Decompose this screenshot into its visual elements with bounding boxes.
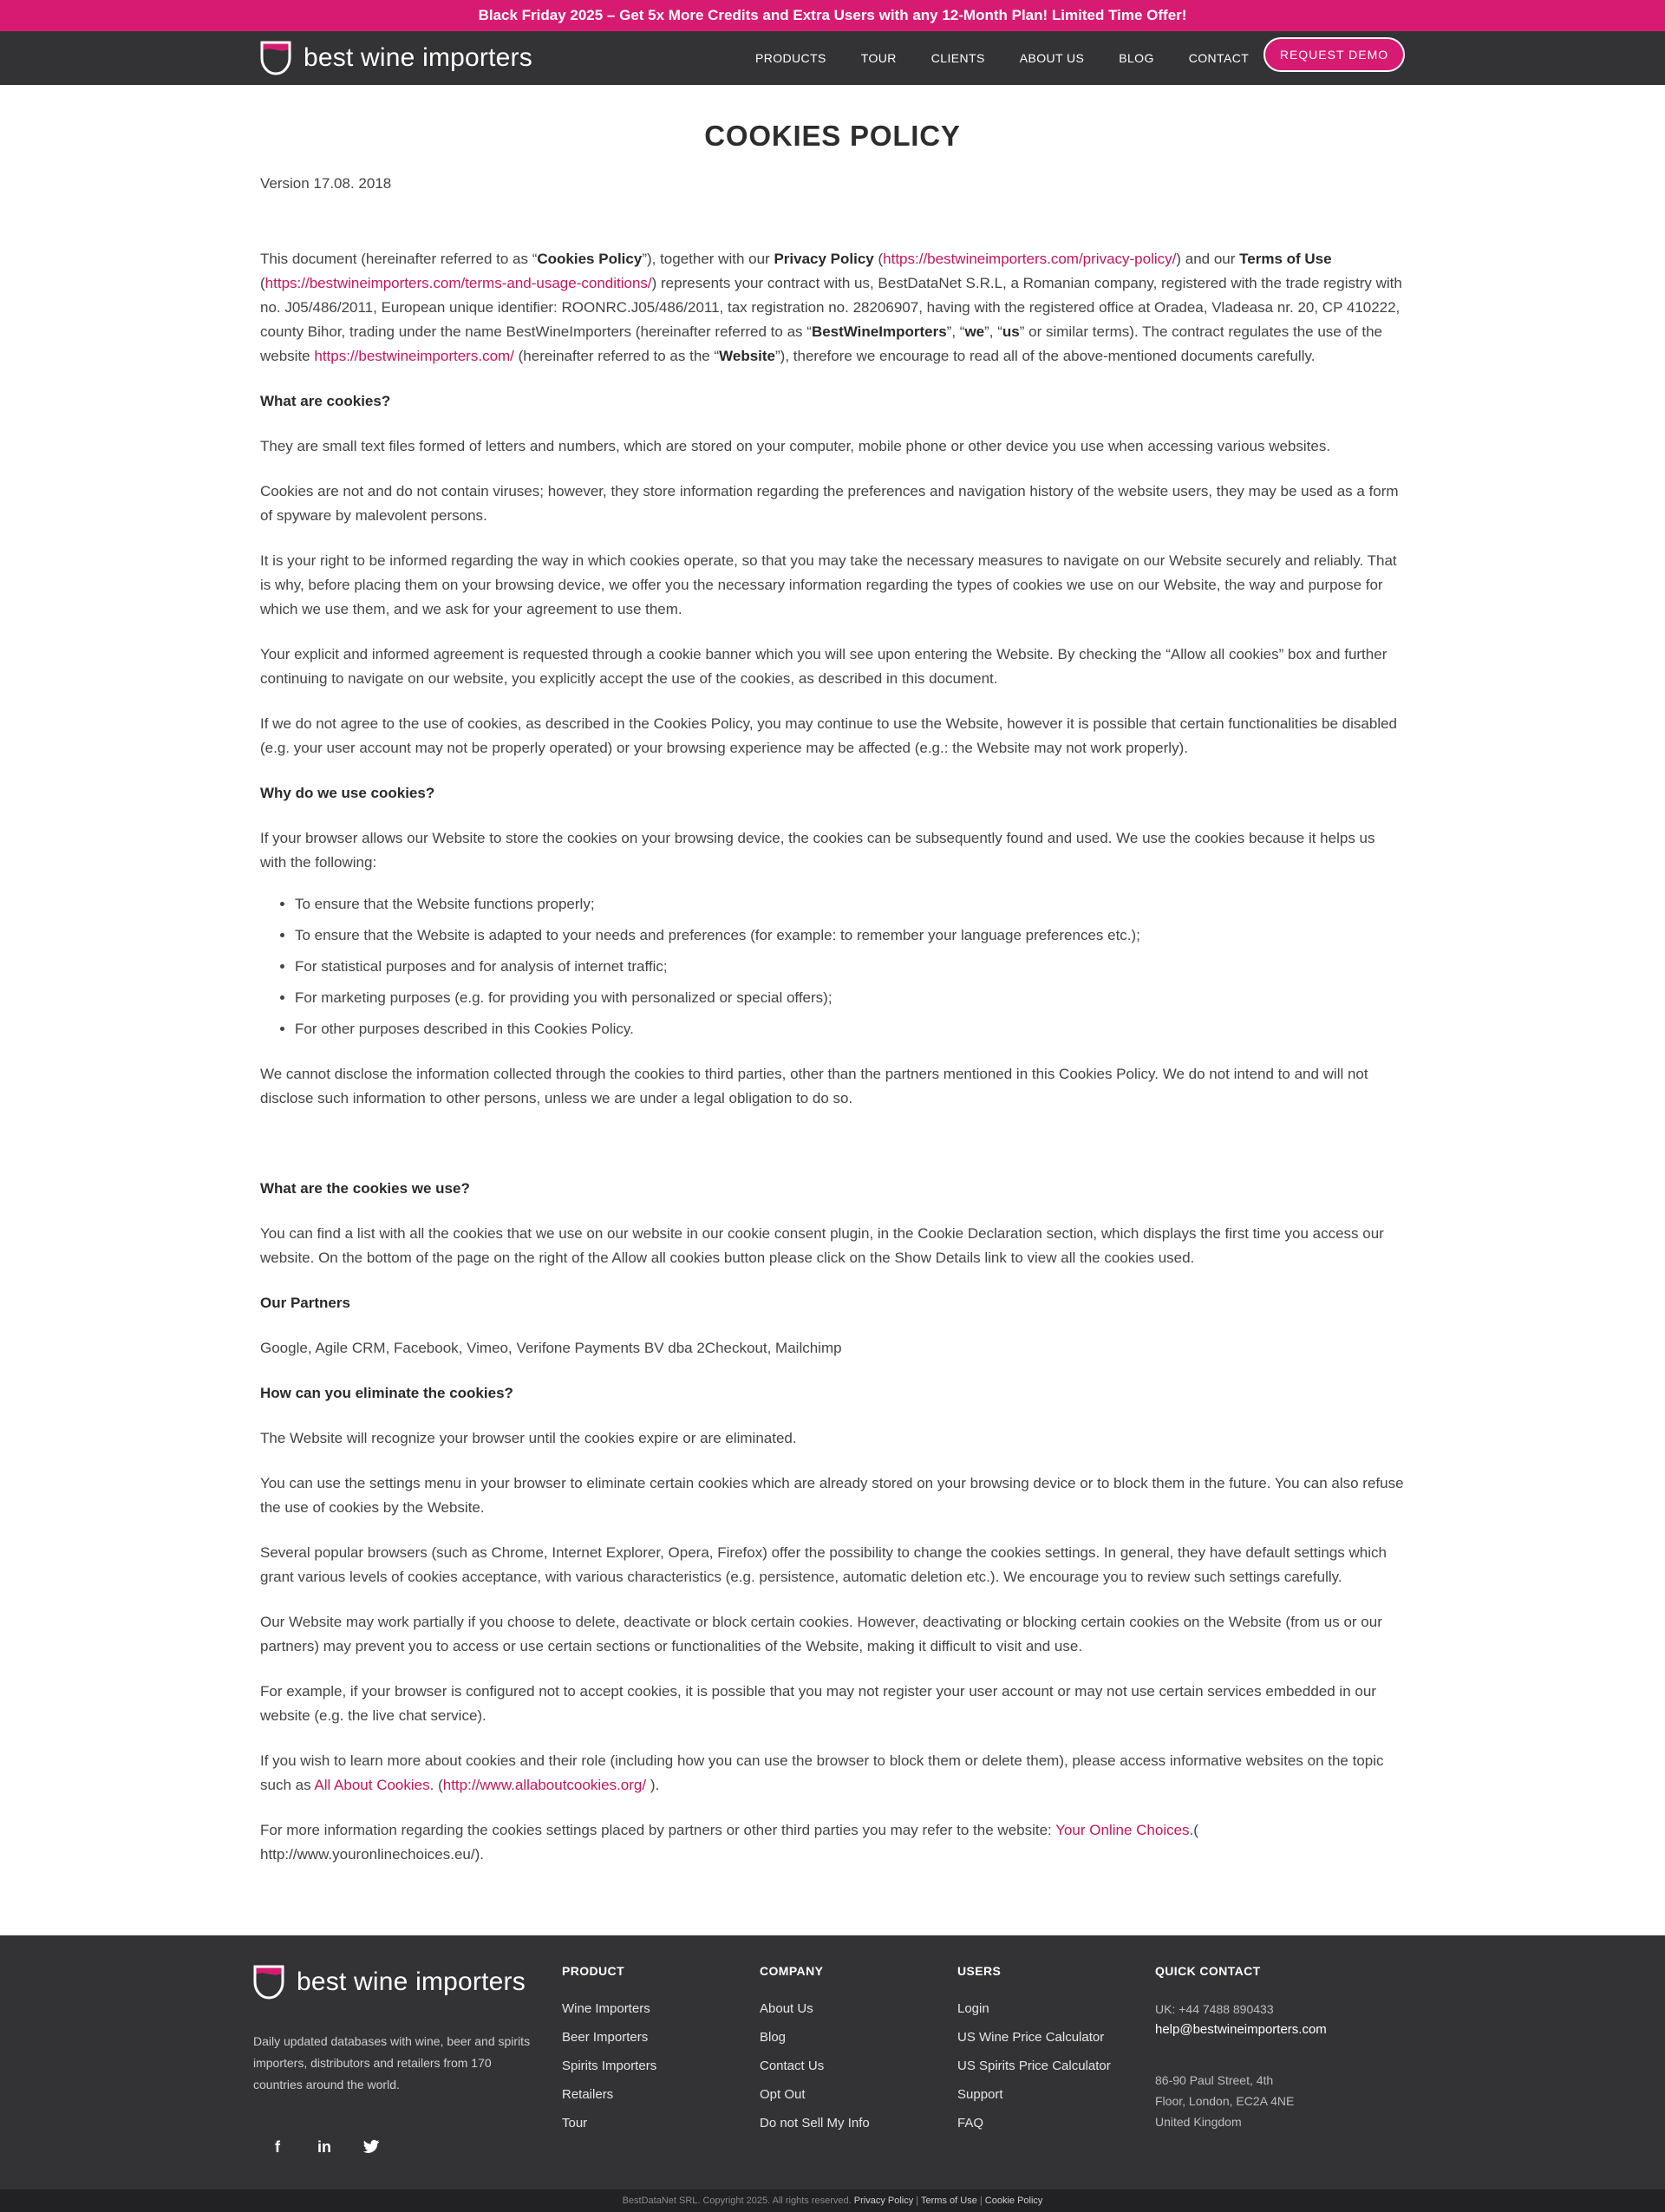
contact-phone[interactable]: UK: +44 7488 890433 — [1155, 2002, 1274, 2016]
footer-link[interactable]: Retailers — [562, 2087, 614, 2102]
heading-eliminate-cookies: How can you eliminate the cookies? — [260, 1385, 513, 1401]
heading-our-partners: Our Partners — [260, 1295, 350, 1311]
footer-company-column — [760, 1964, 870, 2143]
nav-blog[interactable]: BLOG — [1119, 51, 1154, 65]
paragraph: If your browser allows our Website to store the cookies on your browsing device, the cookies can be subsequently found and used. We use the cookies because it helps us with the following: — [260, 830, 1375, 871]
main-content — [260, 85, 1405, 1888]
footer-logo[interactable] — [253, 1963, 526, 2001]
list-item: • To ensure that the Website functions properly; — [295, 892, 1405, 917]
request-demo-button[interactable]: REQUEST DEMO — [1263, 37, 1405, 72]
linkedin-icon[interactable]: in — [317, 2138, 331, 2156]
nav-links — [755, 31, 1283, 85]
nav-clients[interactable]: CLIENTS — [930, 51, 985, 65]
footer-link[interactable]: Opt Out — [760, 2087, 806, 2102]
paragraph: For example, if your browser is configured not to accept cookies, it is possible that you may not register your user account or may not use certain services embedded in our website (e.g. the live chat service). — [260, 1683, 1376, 1724]
footer-link[interactable]: Login — [957, 2001, 989, 2016]
footer-link[interactable]: Beer Importers — [562, 2030, 649, 2045]
footer-link[interactable]: Support — [957, 2087, 1003, 2102]
footer-link[interactable]: Contact Us — [760, 2059, 825, 2073]
heading-why-use-cookies: Why do we use cookies? — [260, 785, 435, 801]
paragraph: It is your right to be informed regarding the way in which cookies operate, so that you may take the necessary measures to navigate on our Website securely and reliably. That is why, before placing them on your browsing device, we offer you the necessary information regarding the types of cookies we use on our Website, the way and purpose for which we use them, and we ask for your agreement to use them. — [260, 552, 1397, 617]
nav-about-us[interactable]: ABOUT US — [1019, 51, 1085, 65]
list-item: • To ensure that the Website is adapted to your needs and preferences (for example: to remember your language preferences etc.); — [295, 923, 1405, 948]
contact-address-line: Floor, London, EC2A 4NE — [1155, 2094, 1295, 2108]
nav-products[interactable]: PRODUCTS — [755, 51, 826, 65]
social-links — [265, 2135, 406, 2159]
page-title: COOKIES POLICY — [704, 120, 961, 152]
bottom-privacy-link[interactable]: Privacy Policy — [853, 2196, 914, 2206]
footer-users-column — [957, 1964, 1111, 2143]
list-item: • For marketing purposes (e.g. for providing you with personalized or special offers); — [295, 986, 1405, 1010]
your-online-choices-link[interactable]: Your Online Choices — [1055, 1822, 1190, 1838]
intro-paragraph: This document (hereinafter referred to as “Cookies Policy”), together with our Privacy Policy (https://bestwineimporters.com/privacy-policy/) and our Terms of Use (https://bestwineimporters.com/terms-and-usage-conditions/) represents your contract with us, BestDataNet S.R.L, a Romanian company, registered with the trade registry with no. J05/486/2011, European unique identifier: ROONRC.J05/486/2011, tax registration no. 28206907, having with the registered office at Oradea, Vladeasa nr. 20, CP 410222, county Bihor, trading under the name BestWineImporters (hereinafter referred to as “BestWineImporters”, “we”, “us” or similar terms). The contract regulates the use of the website https://bestwineimporters.com/ (hereinafter referred to as the “Website”), therefore we encourage to read all of the above-mentioned documents carefully. — [260, 251, 1402, 364]
facebook-icon[interactable]: f — [275, 2138, 280, 2156]
footer-column-title: PRODUCT — [562, 1964, 625, 1978]
footer-link[interactable]: Do not Sell My Info — [760, 2116, 870, 2130]
footer-column-title: QUICK CONTACT — [1155, 1964, 1261, 1978]
footer-column-title: COMPANY — [760, 1964, 824, 1978]
bottom-bar: BestDataNet SRL. Copyright 2025. All rights reserved. Privacy Policy | Terms of Use | Cookie Policy — [0, 2189, 1665, 2212]
top-navigation — [0, 31, 1665, 85]
footer-link[interactable]: Blog — [760, 2030, 787, 2045]
logo-glass-icon — [253, 1965, 284, 2000]
logo-text: best wine importers — [304, 43, 532, 72]
contact-address-line: United Kingdom — [1155, 2115, 1242, 2129]
footer — [0, 1935, 1665, 2189]
spacer — [260, 1132, 1405, 1177]
paragraph: Cookies are not and do not contain viruses; however, they store information regarding the preferences and navigation history of the website users, they may be used as a form of spyware by malevolent persons. — [260, 483, 1399, 524]
footer-product-column — [562, 1964, 656, 2143]
footer-link[interactable]: US Wine Price Calculator — [957, 2030, 1105, 2045]
paragraph: Several popular browsers (such as Chrome, Internet Explorer, Opera, Firefox) offer the possibility to change the cookies settings. In general, they have default settings which grant various levels of cookies acceptance, with various characteristics (e.g. persistence, automatic deletion etc.). We encourage you to review such settings carefully. — [260, 1544, 1387, 1585]
paragraph: Our Website may work partially if you choose to delete, deactivate or block certain cookies. However, deactivating or blocking certain cookies on the Website (from us or our partners) may prevent you to access or use certain sections or functionalities of the Website, making it difficult to visit and use. — [260, 1614, 1382, 1654]
paragraph: If we do not agree to the use of cookies, as described in the Cookies Policy, you may continue to use the Website, however it is possible that certain functionalities be disabled (e.g. your user account may not be properly operated) or your browsing experience may be affected (e.g.: the Website may not work properly). — [260, 715, 1398, 756]
footer-description: Daily updated databases with wine, beer and spirits importers, distributors and retailers from 170 countries around the world. — [253, 2034, 531, 2091]
footer-link[interactable]: US Spirits Price Calculator — [957, 2059, 1111, 2073]
terms-link[interactable]: https://bestwineimporters.com/terms-and-usage-conditions/ — [264, 275, 652, 291]
footer-contact-column — [1155, 1964, 1327, 2132]
logo-text: best wine importers — [297, 1967, 526, 1996]
paragraph: We cannot disclose the information collected through the cookies to third parties, other than the partners mentioned in this Cookies Policy. We do not intend to and will not disclose such information to other persons, unless we are under a legal obligation to do so. — [260, 1066, 1368, 1106]
paragraph: Your explicit and informed agreement is requested through a cookie banner which you will see upon entering the Website. By checking the “Allow all cookies” box and further continuing to navigate on our website, you explicitly accept the use of the cookies, as described in this document. — [260, 646, 1388, 687]
heading-cookies-we-use: What are the cookies we use? — [260, 1180, 470, 1197]
footer-link[interactable]: Wine Importers — [562, 2001, 650, 2016]
nav-tour[interactable]: TOUR — [860, 51, 897, 65]
list-item: • For other purposes described in this Cookies Policy. — [295, 1017, 1405, 1041]
promo-banner[interactable]: Black Friday 2025 – Get 5x More Credits and Extra Users with any 12-Month Plan! Limited Time Offer! — [0, 0, 1665, 31]
list-item: • For statistical purposes and for analysis of internet traffic; — [295, 955, 1405, 979]
privacy-policy-link[interactable]: https://bestwineimporters.com/privacy-policy/ — [883, 251, 1177, 267]
paragraph: They are small text files formed of letters and numbers, which are stored on your computer, mobile phone or other device you use when accessing various websites. — [260, 438, 1331, 454]
heading-what-are-cookies: What are cookies? — [260, 393, 391, 409]
nav-contact[interactable]: CONTACT — [1188, 51, 1250, 65]
footer-link[interactable]: Tour — [562, 2116, 588, 2130]
bottom-cookie-link[interactable]: Cookie Policy — [984, 2196, 1043, 2206]
footer-link[interactable]: FAQ — [957, 2116, 984, 2130]
bottom-terms-link[interactable]: Terms of Use — [921, 2196, 977, 2206]
version-text: Version 17.08. 2018 — [260, 175, 392, 192]
contact-address-line: 86-90 Paul Street, 4th — [1155, 2073, 1274, 2087]
paragraph: If you wish to learn more about cookies and their role (including how you can use the browser to block them or delete them), please access informative websites on the topic such as All About Cookies. (http://www.allaboutcookies.org/ ). — [260, 1752, 1384, 1793]
logo-glass-icon — [260, 41, 291, 75]
policy-body — [260, 247, 1405, 1867]
paragraph: For more information regarding the cookies settings placed by partners or other third parties you may refer to the website: Your Online Choices.( http://www.youronlinechoices.eu/). — [260, 1822, 1198, 1863]
contact-email[interactable]: help@bestwineimporters.com — [1155, 2022, 1327, 2037]
footer-link[interactable]: Spirits Importers — [562, 2059, 657, 2073]
copyright-text: BestDataNet SRL. Copyright 2025. All rights reserved. — [622, 2196, 852, 2206]
paragraph: You can use the settings menu in your browser to eliminate certain cookies which are already stored on your browsing device or to block them in the future. You can also refuse the use of cookies by the Website. — [260, 1475, 1404, 1516]
all-about-cookies-link[interactable]: All About Cookies — [314, 1777, 430, 1793]
paragraph: The Website will recognize your browser until the cookies expire or are eliminated. — [260, 1430, 797, 1446]
allaboutcookies-url-link[interactable]: http://www.allaboutcookies.org/ — [442, 1777, 647, 1793]
website-link[interactable]: https://bestwineimporters.com/ — [314, 348, 514, 364]
paragraph: Google, Agile CRM, Facebook, Vimeo, Verifone Payments BV dba 2Checkout, Mailchimp — [260, 1340, 842, 1356]
reasons-list — [295, 892, 1405, 1041]
footer-link[interactable]: About Us — [760, 2001, 813, 2016]
twitter-icon[interactable] — [359, 2135, 383, 2159]
paragraph: You can find a list with all the cookies that we use on our website in our cookie consent plugin, in the Cookie Declaration section, which displays the first time you access our website. On the bottom of the page on the right of the Allow all cookies button please click on the Show Details link to view all the cookies used. — [260, 1225, 1384, 1266]
header-logo[interactable] — [260, 37, 532, 79]
footer-column-title: USERS — [957, 1964, 1002, 1978]
